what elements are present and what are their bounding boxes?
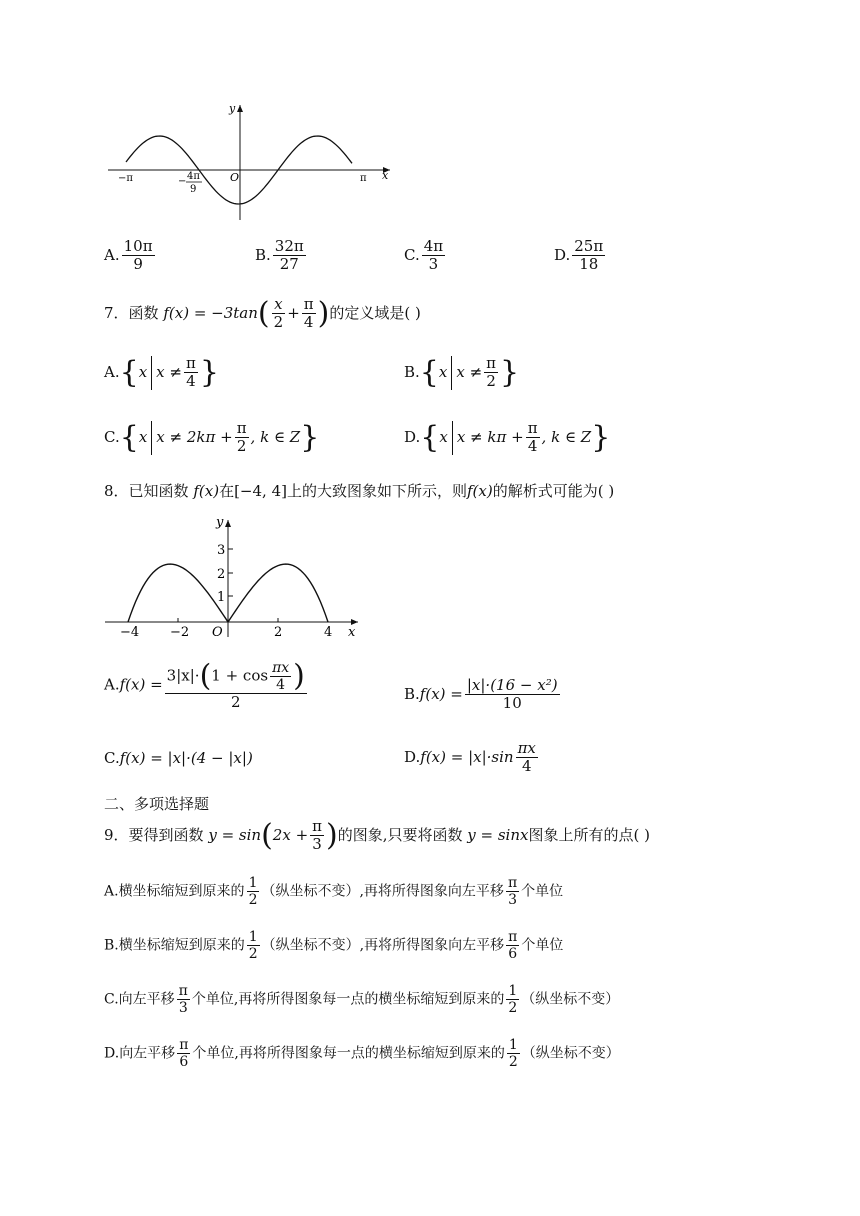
tick-frac-sign: − xyxy=(178,176,187,187)
q8-option-a: A.f(x) = 3|x|·(1 + cos $\frac{\pi x}{4}$ ) 2 xyxy=(104,658,305,712)
origin-label: O xyxy=(230,171,240,184)
q6-option-d: D. $\frac{25\pi}{18}$ xyxy=(554,237,604,274)
q9-option-c: C.向左平移 $\frac{\pi}{3}$ 个单位,再将所得图象每一点的横坐标缩短到原来的 $\frac{1}{2}$ （纵坐标不变） xyxy=(104,983,620,1017)
y-tick-3: 3 xyxy=(217,543,226,558)
q6-option-a: A. $\frac{10\pi}{9}$ xyxy=(104,237,153,274)
y-tick-2: 2 xyxy=(217,567,226,582)
q9-option-b: B.横坐标缩短到原来的 $\frac{1}{2}$ （纵坐标不变）,再将所得图象向左平移 $\frac{\pi}{6}$ 个单位 xyxy=(104,929,564,963)
q9-stem: 9．要得到函数 y = sin(2x + $\frac{\pi}{3}$ )的图象,只要将函数 y = sinx图象上所有的点( ) xyxy=(104,817,650,854)
x-axis-label: x xyxy=(382,169,389,182)
tick-frac-den: 9 xyxy=(190,184,197,195)
q6-graph xyxy=(100,95,400,225)
x-tick-neg4: −4 xyxy=(120,625,140,640)
q9-option-d: D.向左平移 $\frac{\pi}{6}$ 个单位,再将所得图象每一点的横坐标缩短到原来的 $\frac{1}{2}$ （纵坐标不变） xyxy=(104,1037,620,1071)
q8-stem: 8．已知函数 f(x)在[−4, 4]上的大致图象如下所示，则f(x)的解析式可能为( ) xyxy=(104,482,615,500)
x-axis-label: x xyxy=(348,625,356,640)
q8-option-c: C.f(x) = |x|·(4 − |x|) xyxy=(104,749,253,767)
q7-option-a: A.{x x ≠ $\frac{\pi}{4}$ } xyxy=(104,354,219,391)
q7-option-c: C.{x x ≠ 2kπ + $\frac{\pi}{2}$ , k ∈ Z} xyxy=(104,419,320,456)
q9-option-a: A.横坐标缩短到原来的 $\frac{1}{2}$ （纵坐标不变）,再将所得图象向左平移 $\frac{\pi}{3}$ 个单位 xyxy=(104,875,564,909)
q7-stem: 7．函数 f(x) = −3tan( $\frac{x}{2}$ + $\frac{\pi}{4}$ )的定义域是( ) xyxy=(104,295,421,332)
origin-label: O xyxy=(212,625,223,640)
q6-option-c: C. $\frac{4\pi}{3}$ xyxy=(404,237,444,274)
q8-option-d: D.f(x) = |x|·sin $\frac{\pi x}{4}$ xyxy=(404,739,536,776)
x-tick-neg2: −2 xyxy=(170,625,190,640)
tick-frac-num: 4π xyxy=(187,171,200,182)
section-title: 二、多项选择题 xyxy=(104,795,210,813)
y-axis-label: y xyxy=(216,515,224,530)
tick-neg-pi: −π xyxy=(118,173,133,184)
y-tick-1: 1 xyxy=(217,590,226,605)
x-tick-2: 2 xyxy=(274,625,283,640)
q8-graph xyxy=(100,512,370,642)
q6-option-b: B. $\frac{32\pi}{27}$ xyxy=(255,237,304,274)
y-axis-label: y xyxy=(229,102,236,115)
q8-option-b: B.f(x) = $\frac{\text{|x|·(16 − x²)}}{10}$ xyxy=(404,676,558,713)
q7-option-b: B.{x x ≠ $\frac{\pi}{2}$ } xyxy=(404,354,520,391)
x-tick-4: 4 xyxy=(324,625,333,640)
q7-option-d: D.{x x ≠ kπ + $\frac{\pi}{4}$ , k ∈ Z} xyxy=(404,419,611,456)
tick-pi: π xyxy=(360,173,367,184)
